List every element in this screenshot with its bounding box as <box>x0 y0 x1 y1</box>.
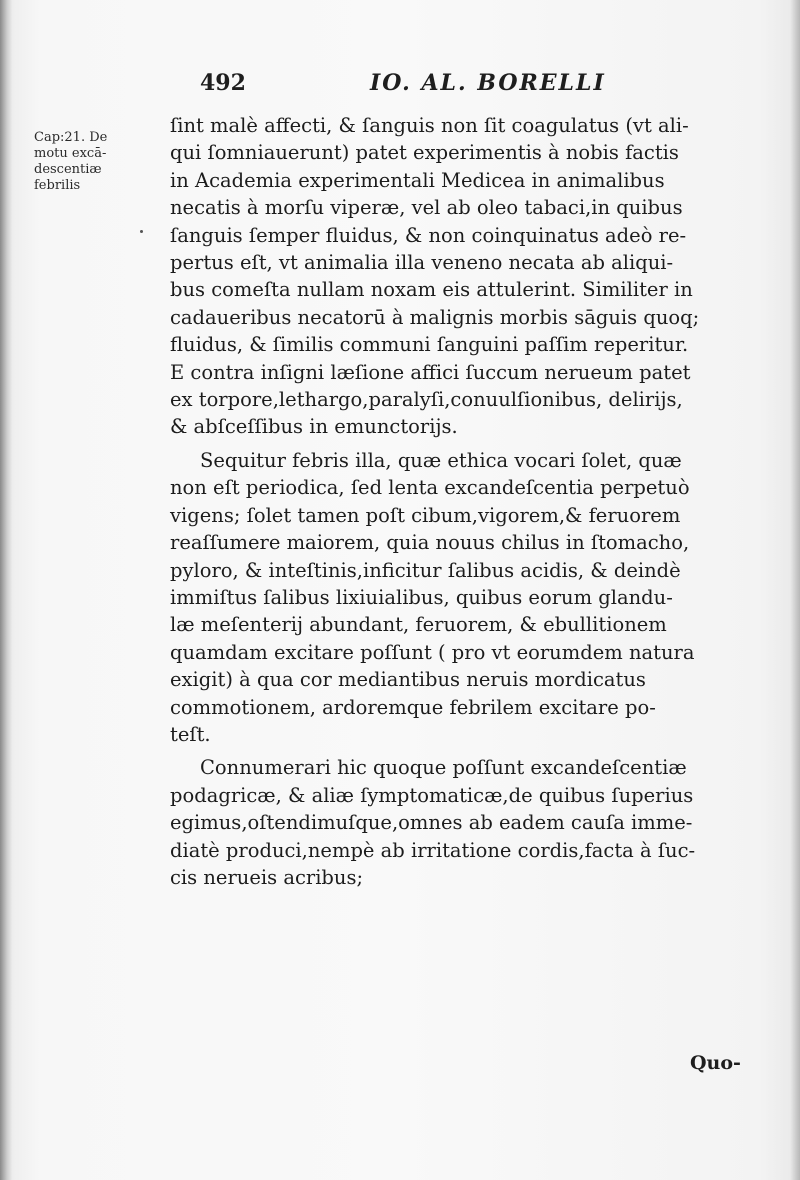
text-line: & abſceſſibus in emunctorijs. <box>170 415 458 439</box>
text-line: læ meſenterij abundant, feruorem, & ebullitionem <box>170 613 667 637</box>
text-line: diatè produci,nempè ab irritatione cordis,facta à ſuc- <box>170 838 696 862</box>
text-line: cis nerueis acribus; <box>170 865 364 889</box>
text-line: in Academia experimentali Medicea in animalibus <box>170 168 665 192</box>
running-head: IO. AL. BORELLI <box>370 70 606 96</box>
margin-note-line: febrilis <box>34 178 81 193</box>
page-number: 492 <box>200 70 246 96</box>
text-line: E contra inſigni læſione affici ſuccum nerueum patet <box>170 360 691 384</box>
paragraph-3 <box>170 754 770 781</box>
text-line: podagricæ, & aliæ ſymptomaticæ,de quibus ſuperius <box>170 783 694 807</box>
page-gutter-shadow <box>0 0 12 1180</box>
text-line: cadaueribus necatorū à malignis morbis sāguis quoq; <box>170 305 700 329</box>
text-line: exigit) à qua cor mediantibus neruis mordicatus <box>170 668 646 692</box>
text-line: pertus eſt, vt animalia illa veneno necata ab aliqui- <box>170 251 674 275</box>
text-line: pyloro, & inteſtinis,inficitur ſalibus acidis, & deindè <box>170 558 681 582</box>
margin-note-line: Cap:21. De <box>34 130 108 145</box>
text-line: ſint malè affecti, & ſanguis non ſit coagulatus (vt ali- <box>170 114 689 137</box>
page-edge-shadow <box>790 0 800 1180</box>
text-line: ſanguis ſemper fluidus, & non coinquinatus adeò re- <box>170 223 687 247</box>
margin-note-line: descentiæ <box>34 162 102 177</box>
text-line: commotionem, ardoremque febrilem excitare po- <box>170 695 656 719</box>
paragraph-1 <box>170 112 770 441</box>
text-line: qui ſomniauerunt) patet experimentis à nobis factis <box>170 141 679 165</box>
text-line: teſt. <box>170 722 211 746</box>
margin-note-line: motu excā- <box>34 146 107 161</box>
page-header <box>200 70 620 102</box>
paragraph-2 <box>170 447 770 474</box>
text-line: non eſt periodica, ſed lenta excandeſcentia perpetuò <box>170 476 690 500</box>
text-line: reaſſumere maiorem, quia nouus chilus in ſtomacho, <box>170 531 690 555</box>
text-line: fluidus, & ſimilis communi ſanguini paſſim reperitur. <box>170 333 689 357</box>
text-line: quamdam excitare poſſunt ( pro vt eorumdem natura <box>170 640 695 664</box>
text-line: egimus,oſtendimuſque,omnes ab eadem cauſa imme- <box>170 811 693 835</box>
text-line: vigens; ſolet tamen poſt cibum,vigorem,& feruorem <box>170 503 681 527</box>
text-line: immiſtus ſalibus lixiuialibus, quibus eorum glandu- <box>170 585 673 609</box>
text-line: ex torpore,lethargo,paralyſi,conuulſionibus, delirijs, <box>170 388 683 412</box>
catchword: Quo- <box>690 1052 741 1074</box>
paragraph-3-cont <box>170 782 770 892</box>
text-line: Sequitur febris illa, quæ ethica vocari ſolet, quæ <box>200 448 682 472</box>
paragraph-2-cont <box>170 474 770 748</box>
body-text <box>170 112 770 891</box>
text-line: necatis à morſu viperæ, vel ab oleo tabaci,in quibus <box>170 196 683 220</box>
margin-note <box>34 130 154 194</box>
ink-dot <box>140 230 143 233</box>
text-line: Connumerari hic quoque poſſunt excandeſcentiæ <box>200 756 687 780</box>
text-line: bus comeſta nullam noxam eis attulerint. Similiter in <box>170 278 693 302</box>
